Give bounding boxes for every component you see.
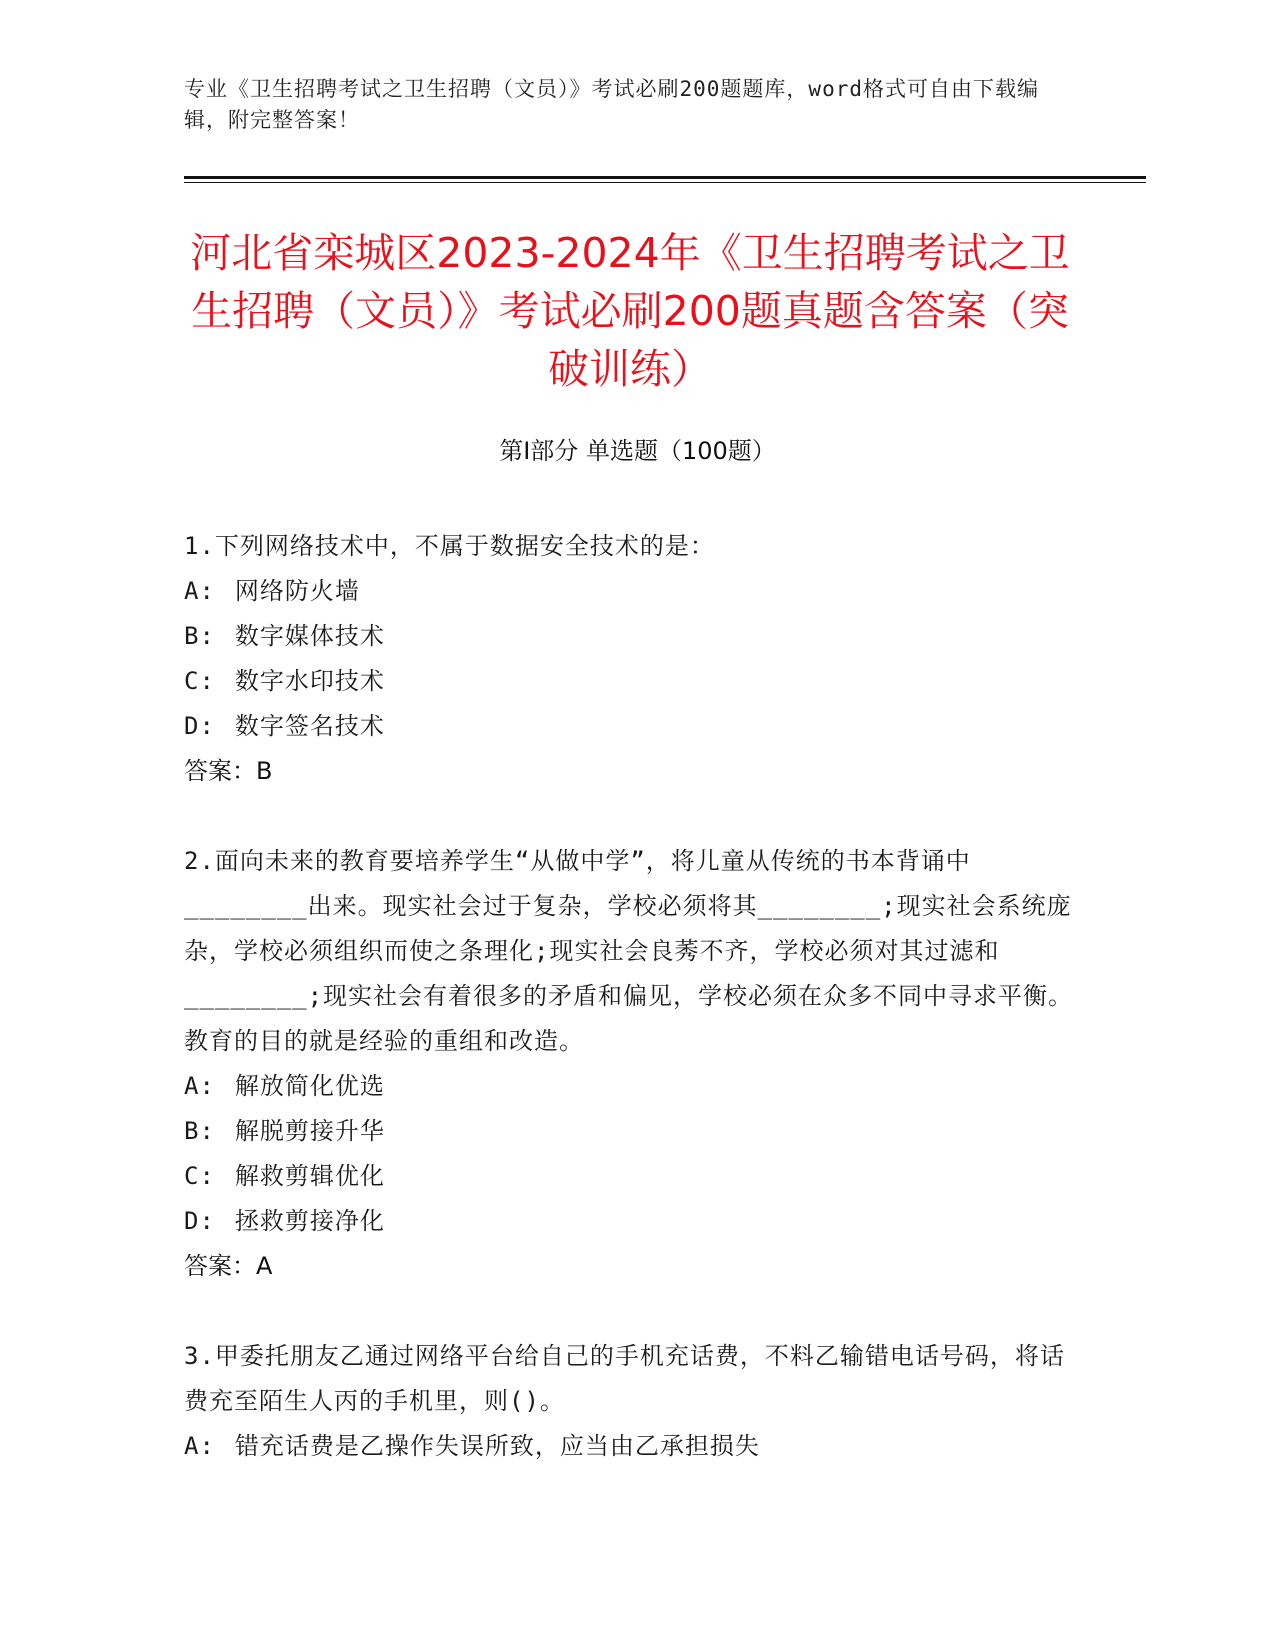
question-3 (184, 1334, 1084, 1469)
option-b (184, 614, 1084, 659)
option-letter: C: (184, 667, 215, 695)
option-text: 拯救剪接净化 (234, 1207, 385, 1235)
question-2 (184, 839, 1084, 1289)
document-title: 河北省栾城区2023-2024年《卫生招聘考试之卫生招聘（文员）》考试必刷200题真题含答案（突破训练） (190, 229, 1070, 393)
option-c (184, 659, 1084, 704)
option-letter: D: (184, 712, 215, 740)
option-letter: D: (184, 1207, 215, 1235)
option-d (184, 1199, 1084, 1244)
option-text: 网络防火墙 (234, 577, 360, 605)
answer-line: 答案：A (184, 1252, 273, 1280)
option-letter: A: (184, 577, 215, 605)
option-a (184, 1424, 1084, 1469)
option-text: 解放简化优选 (234, 1072, 385, 1100)
option-letter: B: (184, 1117, 215, 1145)
question-1 (184, 524, 1084, 794)
section-title: 第Ⅰ部分 单选题（100题） (499, 437, 776, 465)
option-text: 数字签名技术 (234, 712, 385, 740)
option-text: 解救剪辑优化 (234, 1162, 385, 1190)
option-letter: B: (184, 622, 215, 650)
option-a (184, 1064, 1084, 1109)
option-b (184, 1109, 1084, 1154)
header-divider (184, 176, 1146, 179)
question-stem: 1.下列网络技术中，不属于数据安全技术的是： (184, 532, 715, 560)
option-letter: A: (184, 1072, 215, 1100)
option-text: 数字水印技术 (234, 667, 385, 695)
header-divider-thin (184, 182, 1146, 183)
option-text: 解脱剪接升华 (234, 1117, 385, 1145)
answer-line: 答案：B (184, 757, 273, 785)
option-d (184, 704, 1084, 749)
option-a (184, 569, 1084, 614)
header-note: 专业《卫生招聘考试之卫生招聘（文员）》考试必刷200题题库，word格式可自由下载编辑，附完整答案！ (184, 77, 1039, 132)
option-c (184, 1154, 1084, 1199)
option-letter: A: (184, 1432, 215, 1460)
option-text: 数字媒体技术 (234, 622, 385, 650)
question-stem: 2.面向未来的教育要培养学生“从做中学”，将儿童从传统的书本背诵中________出来。现实社会过于复杂，学校必须将其________;现实社会系统庞杂，学校必须组织而使之条理化;现实社会良莠不齐，学校必须对其过滤和________;现实社会有着很多的矛盾和偏见，学校必须在众多不同中寻求平衡。教育的目的就是经验的重组和改造。 (184, 847, 1074, 1055)
option-text: 错充话费是乙操作失误所致，应当由乙承担损失 (234, 1432, 760, 1460)
question-list (184, 524, 1084, 1514)
question-stem: 3.甲委托朋友乙通过网络平台给自己的手机充话费，不料乙输错电话号码，将话费充至陌生人丙的手机里，则()。 (184, 1342, 1065, 1415)
option-letter: C: (184, 1162, 215, 1190)
